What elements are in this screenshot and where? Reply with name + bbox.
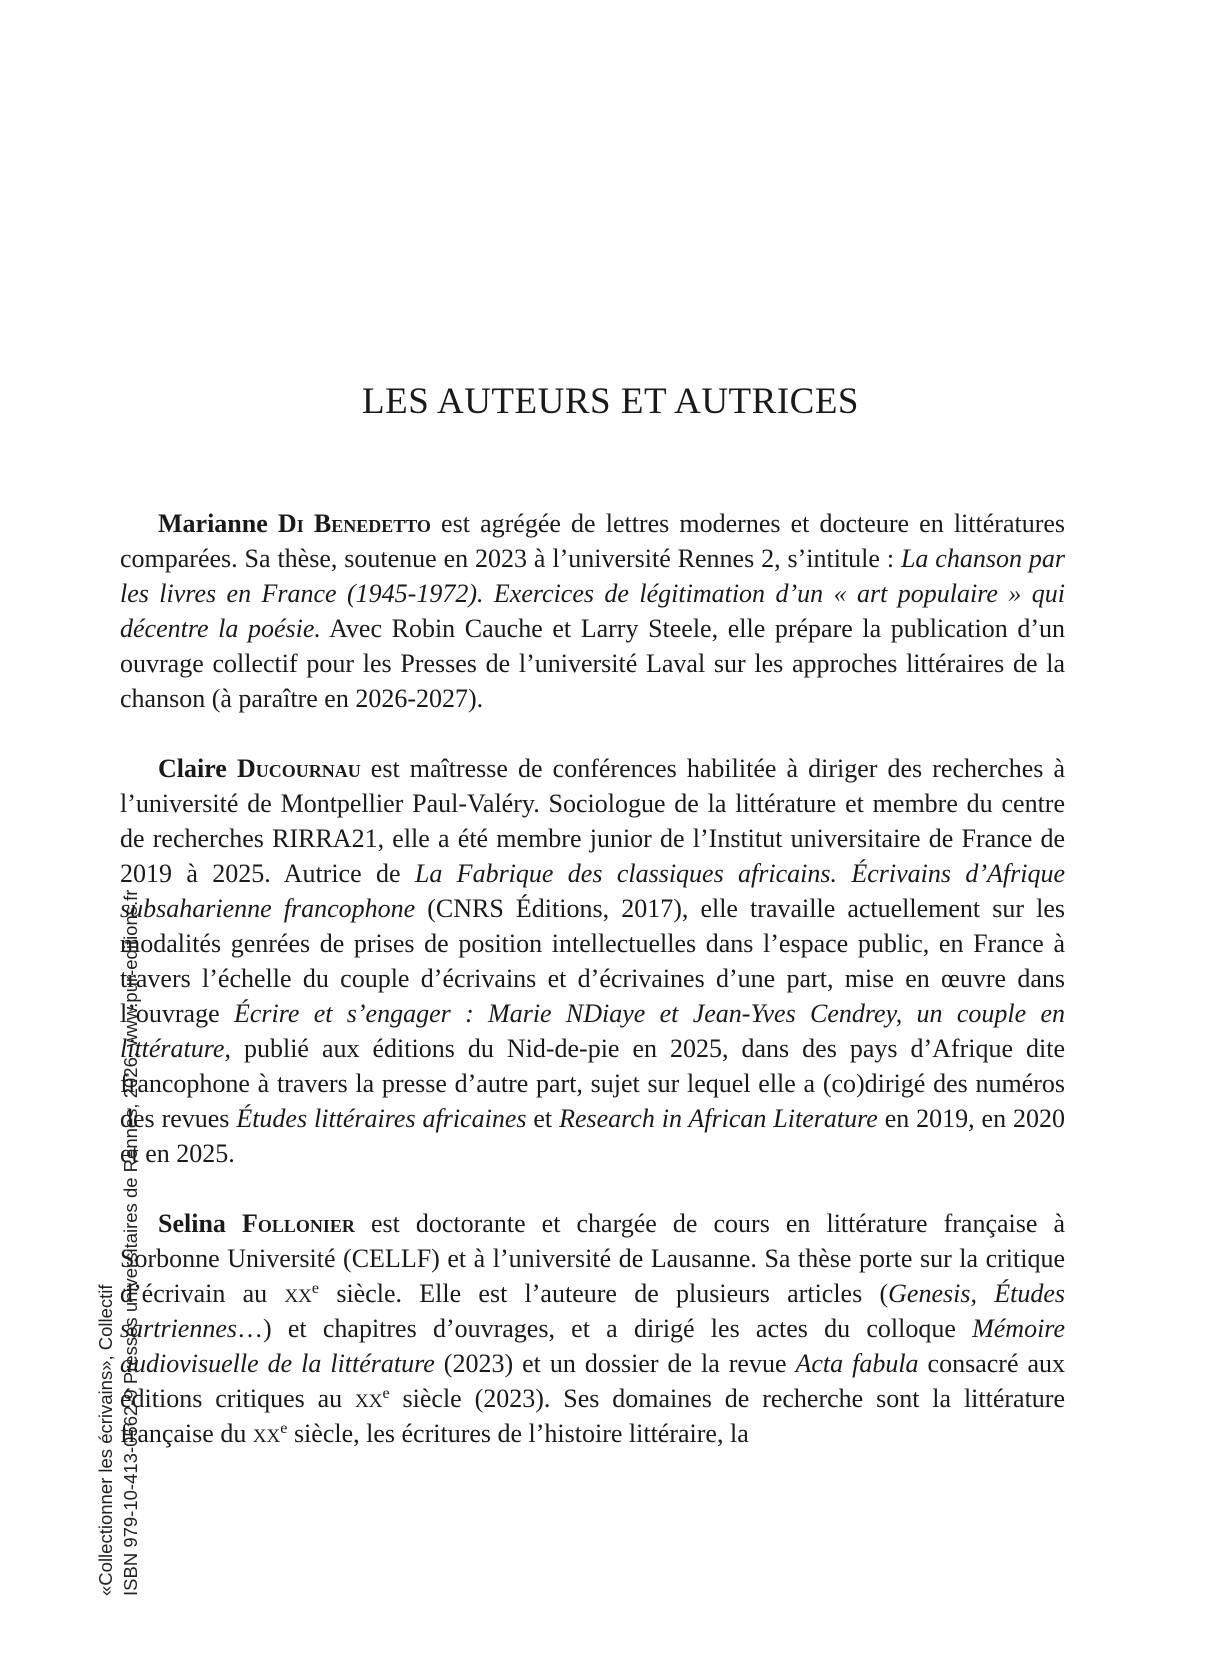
bio-text-segment: siècle, les écritures de l’histoire littéraire, la <box>287 1419 749 1448</box>
bio-text <box>120 509 1065 713</box>
italic-title: Research in African Literature <box>559 1104 878 1133</box>
italic-title: Genesis, Études sartriennes <box>120 1279 1065 1343</box>
author-name: Claire Ducournau <box>158 754 361 783</box>
bio-text-segment: e <box>280 1420 288 1438</box>
bio-text-segment: est maîtresse de conférences habilitée à diriger des recherches à l’université de Montpellier Paul-Valéry. Sociologue de la littérature et membre du centre de recherches RIRRA21, elle a été membre junior de l’Institut universitaire de France de 2019 à 2025. Autrice de <box>120 754 1066 888</box>
bio-text-segment: xx <box>355 1383 383 1413</box>
bio-paragraph <box>120 751 1065 1171</box>
bio-text-segment: consacré aux éditions critiques au <box>120 1349 1066 1413</box>
bio-text-segment: , publié aux éditions du Nid-de-pie en 2025, dans des pays d’Afrique dite francophone à travers la presse d’autre part, sujet sur lequel elle a (co)dirigé des numéros des revues <box>120 1034 1065 1133</box>
bio-text-segment: Avec Robin Cauche et Larry Steele, elle prépare la publication d’un ouvrage collectif pour les Presses de l’université Laval sur les approches littéraires de la chanson (à paraître en 2026-2027). <box>120 614 1065 713</box>
bio-text-segment: (CNRS Éditions, 2017), elle travaille actuellement sur les modalités genrées de prises de position intellectuelles dans l’espace public, en France à travers l’échelle du couple d’écrivains et d’écrivaines d’une part, mise en œuvre dans l’ouvrage <box>120 894 1065 1028</box>
side-note-line: «Collectionner les écrivains», Collectif <box>95 1284 116 1596</box>
author-bios <box>120 506 1065 1451</box>
bio-paragraph <box>120 506 1065 716</box>
bio-text-segment: (2023) et un dossier de la revue <box>434 1349 796 1378</box>
bio-text-segment: xx <box>284 1278 312 1308</box>
bio-paragraph <box>120 1206 1065 1451</box>
bio-text-segment: et <box>526 1104 560 1133</box>
side-note-line: ISBN 979-10-413-0562-9 Presses universitaires de Rennes, 2026, www.pur-editions.fr <box>120 889 141 1596</box>
italic-title: Acta fabula <box>795 1349 919 1378</box>
bio-text <box>120 754 1065 1168</box>
page-title: LES AUTEURS ET AUTRICES <box>362 381 859 422</box>
bio-text-segment: siècle (2023). Ses domaines de recherche sont la littérature française du <box>120 1384 1065 1448</box>
author-name: Marianne Di Benedetto <box>158 509 431 538</box>
bio-text-segment: xx <box>252 1418 281 1448</box>
bio-text-segment: e <box>311 1280 320 1298</box>
bio-text-segment: en 2019, en 2020 et en 2025. <box>120 1104 1065 1168</box>
bio-text-segment: est agrégée de lettres modernes et docteure en littératures comparées. Sa thèse, soutenue en 2023 à l’université Rennes 2, s’intitule : <box>120 509 1066 573</box>
italic-title: Écrire et s’engager : Marie NDiaye et Jean-Yves Cendrey, un couple en littérature <box>120 999 1065 1063</box>
copyright-side-note <box>93 890 143 1596</box>
italic-title: Mémoire audiovisuelle de la littérature <box>120 1314 1065 1378</box>
italic-title: La Fabrique des classiques africains. Écrivains d’Afrique subsaharienne francophone <box>120 859 1065 923</box>
italic-title: La chanson par les livres en France (1945-1972). Exercices de légitimation d’un « art populaire » qui décentre la poésie. <box>120 544 1065 643</box>
bio-text-segment: …) et chapitres d’ouvrages, et a dirigé les actes du colloque <box>237 1314 973 1343</box>
bio-text-segment: est doctorante et chargée de cours en littérature française à Sorbonne Université (CELLF) et à l’université de Lausanne. Sa thèse porte sur la critique d’écrivain au <box>120 1209 1066 1308</box>
italic-title: Études littéraires africaines <box>236 1104 527 1133</box>
bio-text-segment: e <box>382 1385 390 1403</box>
bio-text-segment: siècle. Elle est l’auteure de plusieurs articles ( <box>319 1279 889 1308</box>
bio-text <box>120 1209 1065 1448</box>
author-name: Selina Follonier <box>158 1209 355 1238</box>
